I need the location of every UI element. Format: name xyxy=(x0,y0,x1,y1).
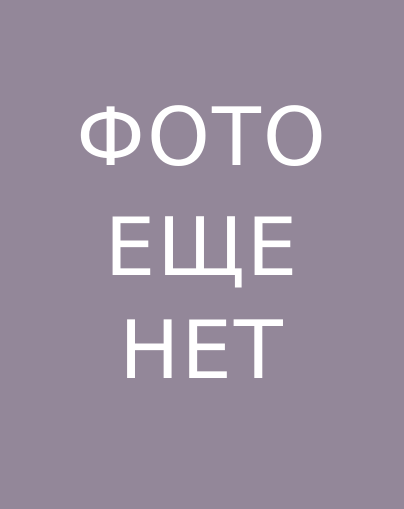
placeholder-text-line-2: ЕЩЕ xyxy=(104,201,300,294)
placeholder-text-line-1: ФОТО xyxy=(76,91,328,184)
placeholder-text-line-3: НЕТ xyxy=(119,304,285,397)
